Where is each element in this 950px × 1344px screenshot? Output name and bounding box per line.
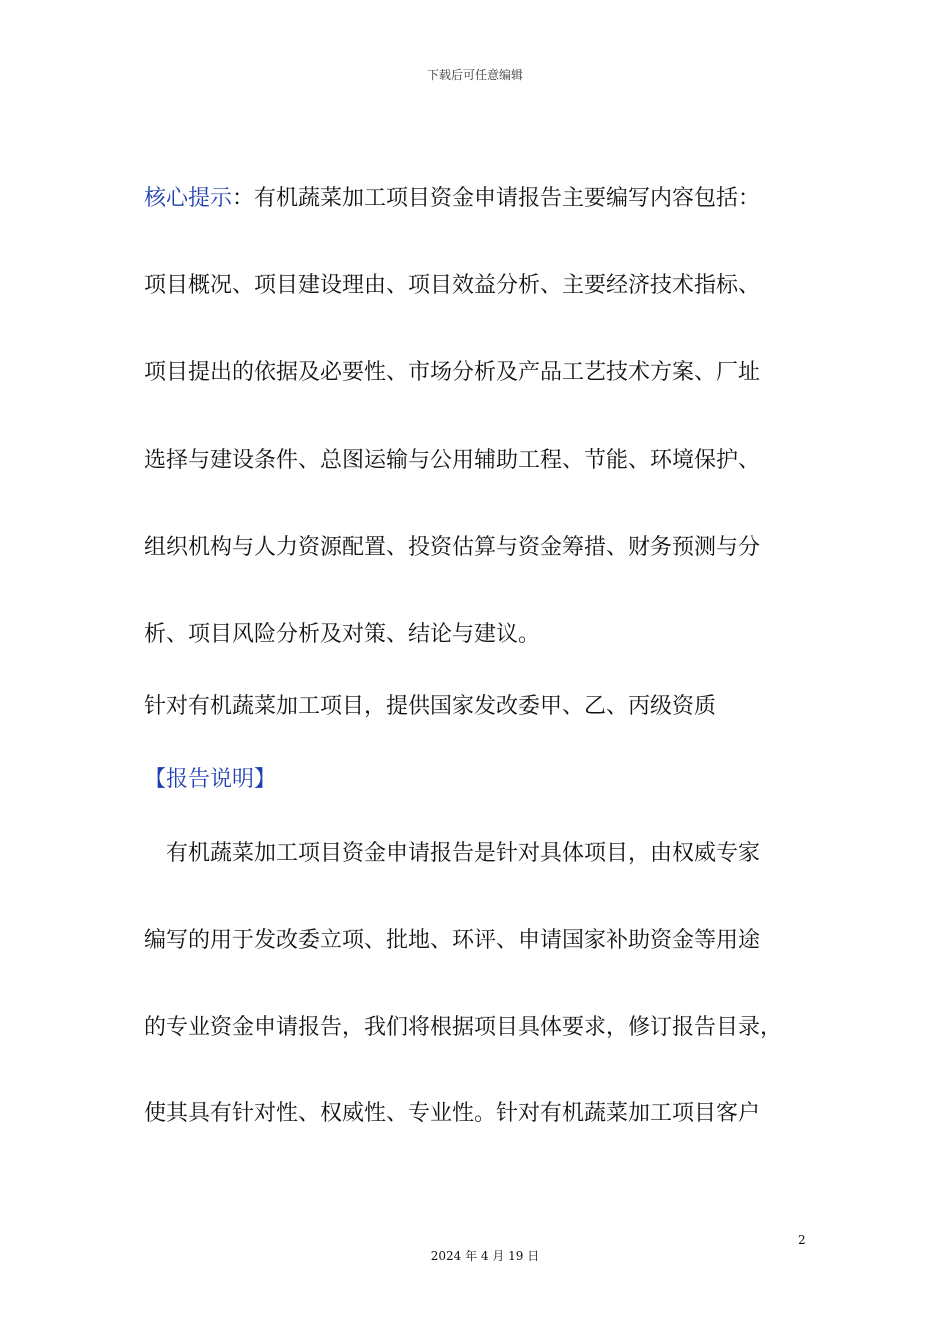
core-hint-separator: ： bbox=[232, 186, 255, 211]
core-hint-label: 核心提示 bbox=[144, 186, 233, 211]
content-line: 组织机构与人力资源配置、投资估算与资金筹措、财务预测与分 bbox=[144, 535, 761, 560]
core-hint-line bbox=[144, 184, 760, 214]
footer-date: 2024 年 4 月 19 日 bbox=[430, 1249, 540, 1263]
core-hint-text: 有机蔬菜加工项目资金申请报告主要编写内容包括： bbox=[254, 186, 761, 211]
report-line: 编写的用于发改委立项、批地、环评、申请国家补助资金等用途 bbox=[144, 928, 761, 953]
report-line: 的专业资金申请报告，我们将根据项目具体要求，修订报告目录， bbox=[144, 1015, 783, 1040]
content-line: 项目概况、项目建设理由、项目效益分析、主要经济技术指标、 bbox=[144, 273, 761, 298]
page-header: 下载后可任意编辑 bbox=[426, 68, 523, 82]
content-line: 项目提出的依据及必要性、市场分析及产品工艺技术方案、厂址 bbox=[144, 360, 761, 385]
report-line: 有机蔬菜加工项目资金申请报告是针对具体项目，由权威专家 bbox=[166, 841, 761, 866]
qualification-line: 针对有机蔬菜加工项目，提供国家发改委甲、乙、丙级资质 bbox=[144, 694, 717, 719]
report-line: 使其具有针对性、权威性、专业性。针对有机蔬菜加工项目客户 bbox=[144, 1101, 761, 1126]
page-number: 2 bbox=[798, 1233, 806, 1247]
content-line: 选择与建设条件、总图运输与公用辅助工程、节能、环境保护、 bbox=[144, 448, 761, 473]
report-heading: 【报告说明】 bbox=[144, 767, 277, 792]
content-line: 析、项目风险分析及对策、结论与建议。 bbox=[144, 622, 541, 647]
